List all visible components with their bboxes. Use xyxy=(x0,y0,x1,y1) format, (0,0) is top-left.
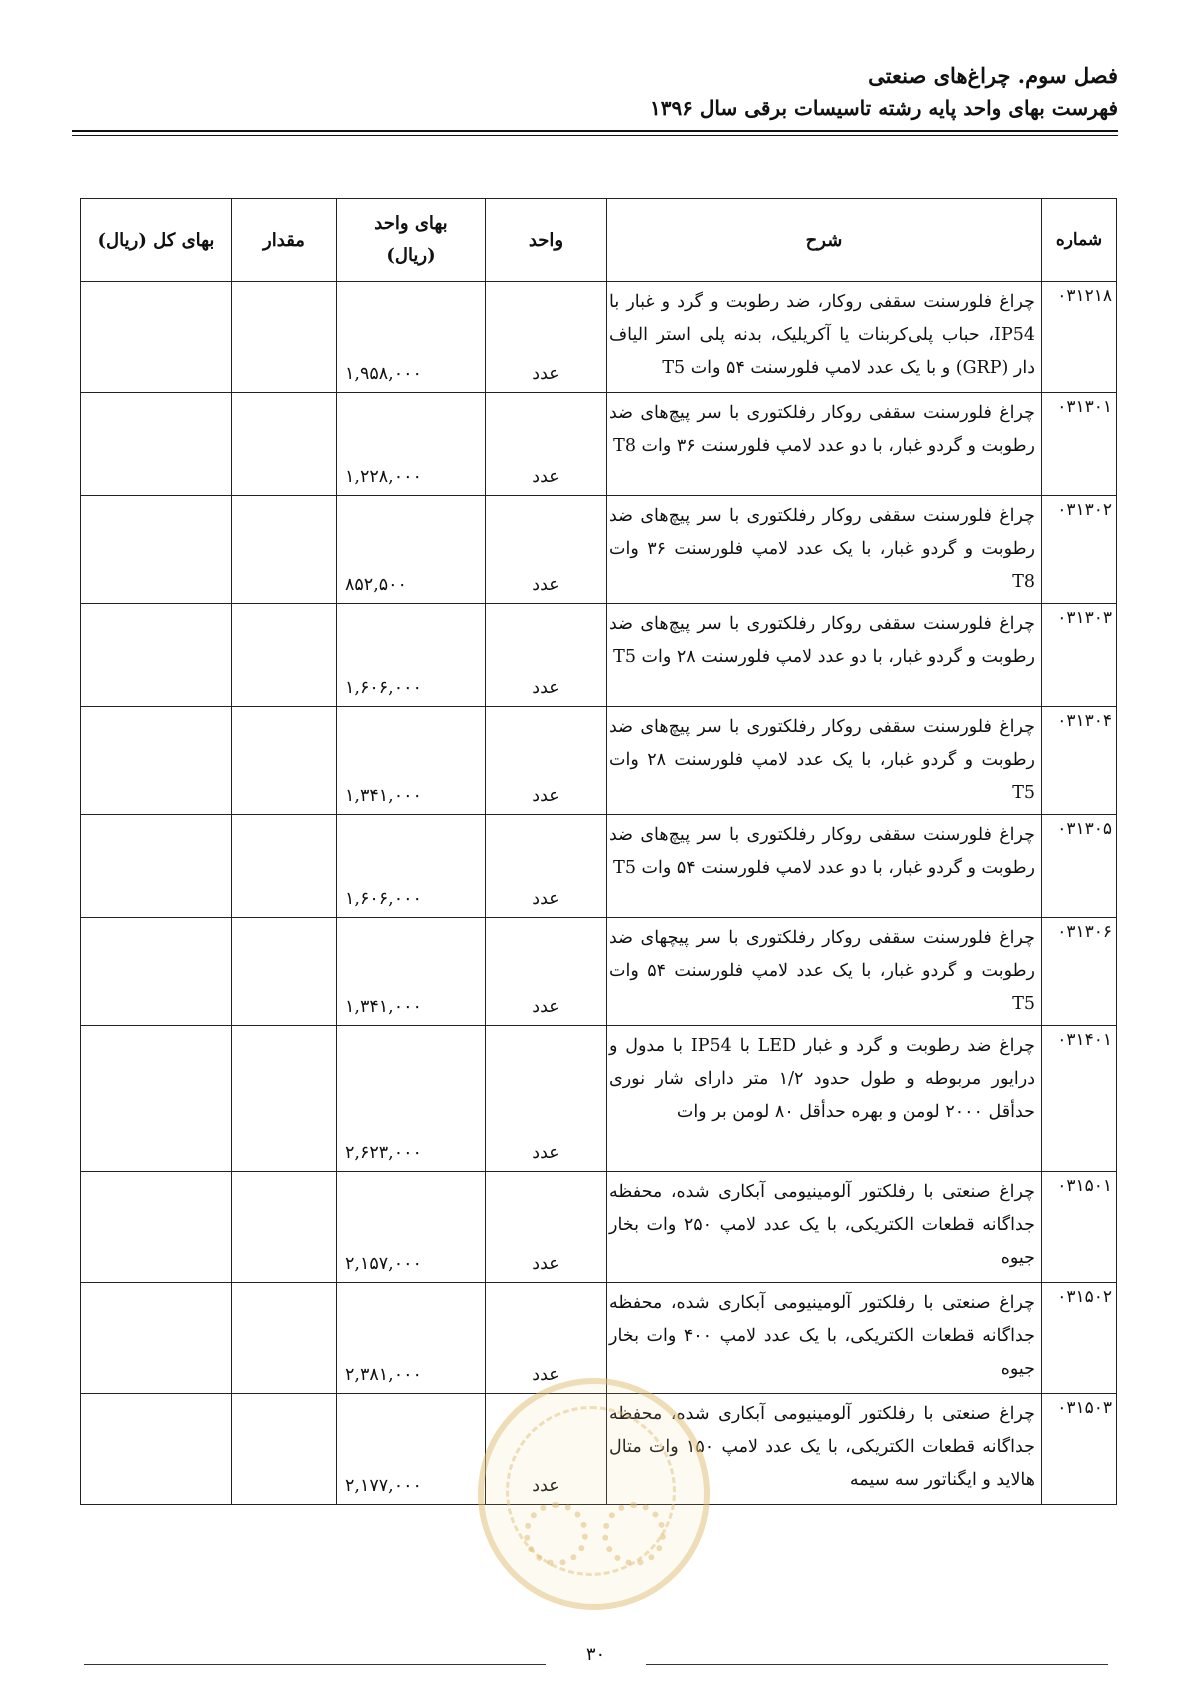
item-code: ۰۳۱۳۰۲ xyxy=(1042,496,1117,604)
item-total-price xyxy=(81,1172,232,1283)
item-unit-price: ۱,۶۰۶,۰۰۰ xyxy=(337,604,486,707)
item-unit: عدد xyxy=(486,1283,607,1394)
item-quantity xyxy=(232,282,337,393)
item-total-price xyxy=(81,393,232,496)
item-unit: عدد xyxy=(486,707,607,815)
item-description: چراغ فلورسنت سقفی روکار رفلکتوری با سر پیچ‌های ضد رطوبت و گردو غبار، با دو عدد لامپ فلورسنت ۲۸ وات T5 xyxy=(607,604,1042,707)
item-code: ۰۳۱۲۱۸ xyxy=(1042,282,1117,393)
table-row xyxy=(81,918,1117,1026)
item-quantity xyxy=(232,707,337,815)
document-subtitle: فهرست بهای واحد پایه رشته تاسیسات برقی سال ۱۳۹۶ xyxy=(649,96,1118,120)
table-row xyxy=(81,1394,1117,1505)
item-code: ۰۳۱۳۰۱ xyxy=(1042,393,1117,496)
item-quantity xyxy=(232,918,337,1026)
item-total-price xyxy=(81,604,232,707)
item-description: چراغ ضد رطوبت و گرد و غبار LED با IP54 با مدول و درایور مربوطه و طول حدود ۱/۲ متر دارای شار نوری حدأقل ۲۰۰۰ لومن و بهره حدأقل ۸۰ لومن بر وات xyxy=(607,1026,1042,1172)
table-row xyxy=(81,282,1117,393)
item-description: چراغ فلورسنت سقفی روکار، ضد رطوبت و گرد و غبار با IP54، حباب پلی‌کربنات یا آکریلیک، بدنه پلی استر الیاف دار (GRP) و با یک عدد لامپ فلورسنت ۵۴ وات T5 xyxy=(607,282,1042,393)
item-code: ۰۳۱۳۰۴ xyxy=(1042,707,1117,815)
item-description: چراغ فلورسنت سقفی روکار رفلکتوری با سر پیچ‌های ضد رطوبت و گردو غبار، با دو عدد لامپ فلورسنت ۵۴ وات T5 xyxy=(607,815,1042,918)
item-unit-price: ۱,۳۴۱,۰۰۰ xyxy=(337,918,486,1026)
item-quantity xyxy=(232,496,337,604)
column-header-quantity: مقدار xyxy=(232,199,337,282)
item-quantity xyxy=(232,604,337,707)
item-total-price xyxy=(81,282,232,393)
item-quantity xyxy=(232,1394,337,1505)
item-quantity xyxy=(232,1026,337,1172)
item-code: ۰۳۱۵۰۱ xyxy=(1042,1172,1117,1283)
page-number: ۳۰ xyxy=(585,1644,606,1665)
footer-rule-right xyxy=(646,1664,1108,1665)
column-header-unit: واحد xyxy=(486,199,607,282)
item-total-price xyxy=(81,496,232,604)
item-description: چراغ فلورسنت سقفی روکار رفلکتوری با سر پیچ‌های ضد رطوبت و گردو غبار، با یک عدد لامپ فلورسنت ۲۸ وات T5 xyxy=(607,707,1042,815)
item-quantity xyxy=(232,393,337,496)
table-body xyxy=(81,282,1117,1505)
item-unit: عدد xyxy=(486,1026,607,1172)
item-code: ۰۳۱۴۰۱ xyxy=(1042,1026,1117,1172)
table-row xyxy=(81,604,1117,707)
item-unit: عدد xyxy=(486,496,607,604)
item-description: چراغ فلورسنت سقفی روکار رفلکتوری با سر پیچهای ضد رطوبت و گردو غبار، با یک عدد لامپ فلورسنت ۵۴ وات T5 xyxy=(607,918,1042,1026)
item-quantity xyxy=(232,1172,337,1283)
item-total-price xyxy=(81,918,232,1026)
item-description: چراغ فلورسنت سقفی روکار رفلکتوری با سر پیچ‌های ضد رطوبت و گردو غبار، با دو عدد لامپ فلورسنت ۳۶ وات T8 xyxy=(607,393,1042,496)
item-total-price xyxy=(81,1283,232,1394)
table-row xyxy=(81,815,1117,918)
unit-price-header-line2: (ریال) xyxy=(386,245,436,266)
item-unit-price: ۲,۳۸۱,۰۰۰ xyxy=(337,1283,486,1394)
table-row xyxy=(81,707,1117,815)
item-quantity xyxy=(232,1283,337,1394)
watermark-gear-icon xyxy=(524,1502,588,1566)
table-row xyxy=(81,1172,1117,1283)
item-unit: عدد xyxy=(486,282,607,393)
table-row xyxy=(81,496,1117,604)
column-header-code: شماره xyxy=(1042,199,1117,282)
item-total-price xyxy=(81,1394,232,1505)
table-header-row xyxy=(81,199,1117,282)
item-code: ۰۳۱۳۰۶ xyxy=(1042,918,1117,1026)
item-description: چراغ صنعتی با رفلکتور آلومینیومی آبکاری شده، محفظه جداگانه قطعات الکتریکی، با یک عدد لامپ ۴۰۰ وات بخار جیوه xyxy=(607,1283,1042,1394)
column-header-unit-price xyxy=(337,199,486,282)
footer-rule-left xyxy=(84,1664,546,1665)
item-unit: عدد xyxy=(486,393,607,496)
item-unit-price: ۲,۱۵۷,۰۰۰ xyxy=(337,1172,486,1283)
chapter-title: فصل سوم. چراغ‌های صنعتی xyxy=(868,63,1118,88)
item-unit: عدد xyxy=(486,918,607,1026)
column-header-description: شرح xyxy=(607,199,1042,282)
item-description: چراغ فلورسنت سقفی روکار رفلکتوری با سر پیچ‌های ضد رطوبت و گردو غبار، با یک عدد لامپ فلورسنت ۳۶ وات T8 xyxy=(607,496,1042,604)
item-code: ۰۳۱۵۰۲ xyxy=(1042,1283,1117,1394)
header-rule-thick xyxy=(72,130,1118,132)
item-unit-price: ۲,۶۲۳,۰۰۰ xyxy=(337,1026,486,1172)
item-description: چراغ صنعتی با رفلکتور آلومینیومی آبکاری شده، محفظه جداگانه قطعات الکتریکی، با یک عدد لامپ ۲۵۰ وات بخار جیوه xyxy=(607,1172,1042,1283)
table-row xyxy=(81,1026,1117,1172)
watermark-gear-icon xyxy=(602,1502,666,1566)
item-unit-price: ۱,۲۲۸,۰۰۰ xyxy=(337,393,486,496)
item-total-price xyxy=(81,707,232,815)
item-unit: عدد xyxy=(486,815,607,918)
item-unit-price: ۱,۳۴۱,۰۰۰ xyxy=(337,707,486,815)
item-unit: عدد xyxy=(486,604,607,707)
table-row xyxy=(81,1283,1117,1394)
price-table-container xyxy=(80,198,1116,1505)
price-table xyxy=(80,198,1117,1505)
header-rule-thin xyxy=(72,135,1118,136)
unit-price-header-line1: بهای واحد xyxy=(374,213,448,234)
item-unit-price: ۲,۱۷۷,۰۰۰ xyxy=(337,1394,486,1505)
item-description: چراغ صنعتی با رفلکتور آلومینیومی آبکاری شده، محفظه جداگانه قطعات الکتریکی، با یک عدد لامپ ۱۵۰ وات متال هالاید و ایگناتور سه سیمه xyxy=(607,1394,1042,1505)
item-unit: عدد xyxy=(486,1172,607,1283)
item-code: ۰۳۱۳۰۳ xyxy=(1042,604,1117,707)
item-unit: عدد xyxy=(486,1394,607,1505)
item-total-price xyxy=(81,815,232,918)
item-code: ۰۳۱۳۰۵ xyxy=(1042,815,1117,918)
item-total-price xyxy=(81,1026,232,1172)
item-unit-price: ۸۵۲,۵۰۰ xyxy=(337,496,486,604)
table-row xyxy=(81,393,1117,496)
item-unit-price: ۱,۹۵۸,۰۰۰ xyxy=(337,282,486,393)
page-header xyxy=(72,60,1118,124)
column-header-total-price: بهای کل (ریال) xyxy=(81,199,232,282)
item-unit-price: ۱,۶۰۶,۰۰۰ xyxy=(337,815,486,918)
item-code: ۰۳۱۵۰۳ xyxy=(1042,1394,1117,1505)
item-quantity xyxy=(232,815,337,918)
